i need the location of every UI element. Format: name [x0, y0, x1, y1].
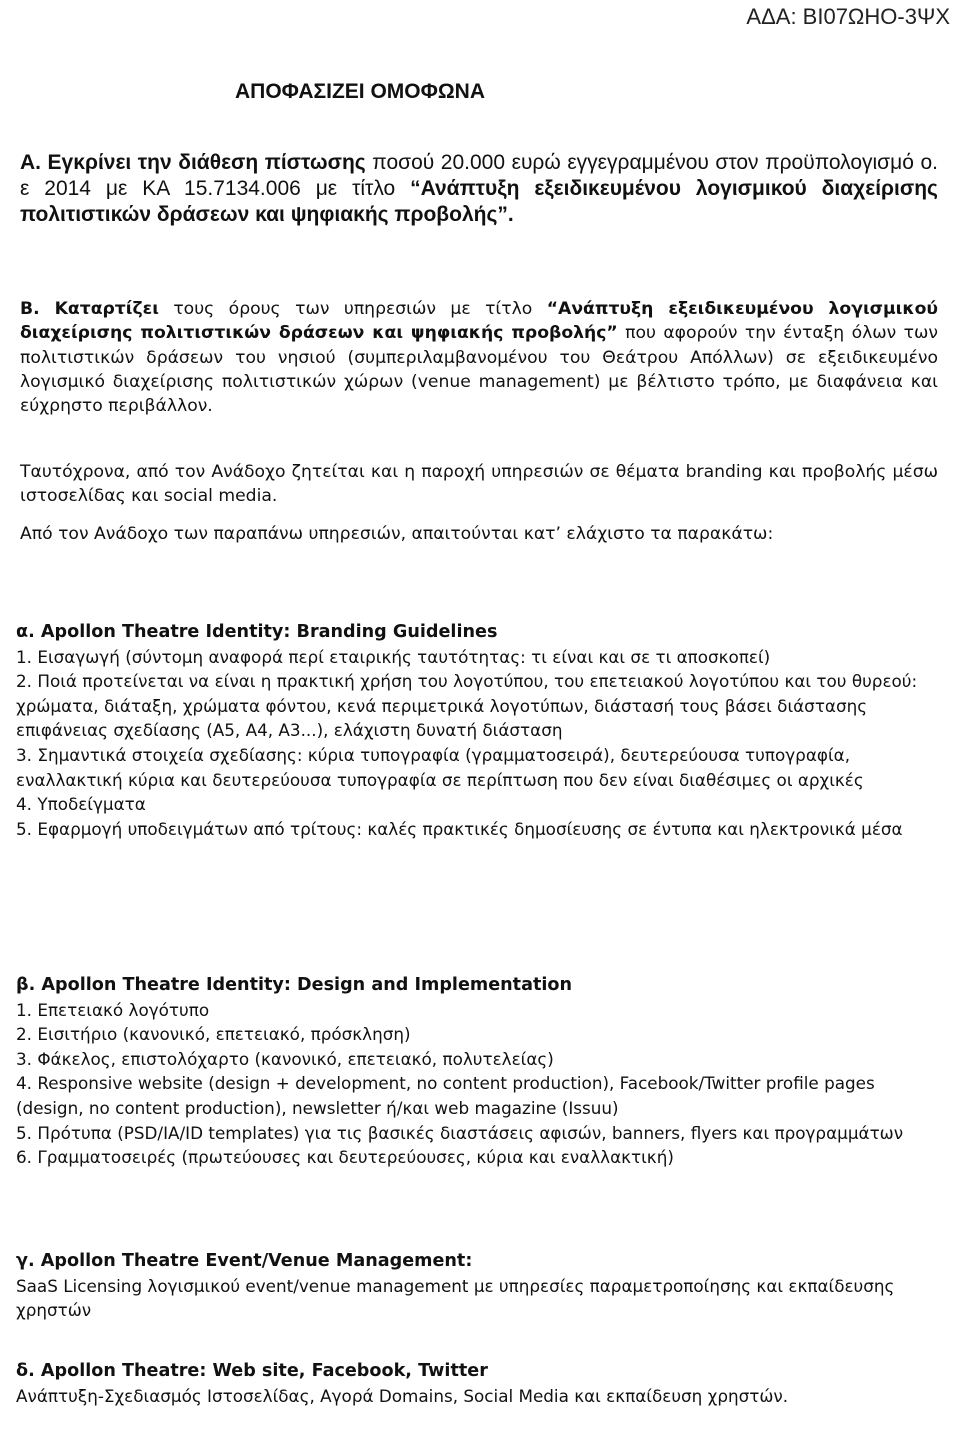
section-b [16, 973, 946, 1170]
list-item: 5. Εφαρμογή υποδειγμάτων από τρίτους: καλές πρακτικές δημοσίευσης σε έντυπα και ηλεκτρονικά μέσα [16, 818, 903, 839]
list-item: 5. Πρότυπα (PSD/IA/ID templates) για τις βασικές διαστάσεις αφισών, banners, flyers και προγραμμάτων [16, 1122, 904, 1143]
section-g [16, 1249, 946, 1323]
section-a [16, 620, 946, 841]
section-d-text: Ανάπτυξη-Σχεδιασμός Ιστοσελίδας, Αγορά Domains, Social Media και εκπαίδευση χρηστών. [16, 1385, 789, 1406]
list-item: 1. Εισαγωγή (σύντομη αναφορά περί εταιρικής ταυτότητας: τι είναι και σε τι αποσκοπεί) [16, 646, 771, 667]
decision-b-text2: που αφορούν την ένταξη όλων των πολιτιστικών δράσεων του νησιού (συμπεριλαμβανομένου του Θεάτρου Απόλλων) σε εξειδικευμένο λογισμικό διαχείρισης πολιτιστικών χώρων (venue management) με βέλτιστο τρόπο, με διαφάνεια και εύχρηστο περιβάλλον. [20, 323, 938, 417]
list-item: 1. Επετειακό λογότυπο [16, 999, 210, 1020]
requirements-paragraph: Από τον Ανάδοχο των παραπάνω υπηρεσιών, απαιτούνται κατ’ ελάχιστο τα παρακάτω: [20, 524, 774, 544]
section-g-text: SaaS Licensing λογισμικού event/venue management με υπηρεσίες παραμετροποίησης και εκπαίδευσης χρηστών [16, 1275, 895, 1321]
list-item: 2. Ποιά προτείνεται να είναι η πρακτική χρήση του λογοτύπου, του επετειακού λογοτύπου και του θυρεού: χρώματα, διάταξη, χρώματα φόντου, κενά περιμετρικά λογοτύπων, διάστασή τους βάσει διάστασης επιφάνειας σχεδίασης (Α5, Α4, Α3...), ελάχιστη δυνατή διάσταση [16, 671, 918, 741]
section-d-heading: δ. Apollon Theatre: Web site, Facebook, Twitter [16, 1361, 488, 1381]
page-title: ΑΠΟΦΑΣΙΖΕΙ ΟΜΟΦΩΝΑ [235, 80, 486, 103]
decision-b-text1: τους όρους των υπηρεσιών με τίτλο [158, 299, 547, 319]
decision-a [20, 150, 938, 228]
decision-a-project: “Ανάπτυξη εξειδικευμένου λογισμικού διαχείρισης πολιτιστικών δράσεων και ψηφιακής προβολής”. [20, 177, 938, 226]
list-item: 3. Φάκελος, επιστολόχαρτο (κανονικό, επετειακό, πολυτελείας) [16, 1048, 554, 1069]
decision-b-project: “Ανάπτυξη εξειδικευμένου λογισμικού διαχείρισης πολιτιστικών δράσεων και ψηφιακής προβολής” [20, 299, 938, 344]
list-item: 4. Υποδείγματα [16, 794, 146, 815]
list-item: 4. Responsive website (design + development, no content production), Facebook/Twitter profile pages (design, no content production), newsletter ή/και web magazine (Issuu) [16, 1073, 875, 1118]
list-item: 3. Σημαντικά στοιχεία σχεδίασης: κύρια τυπογραφία (γραμματοσειρά), δευτερεύουσα τυπογραφία, εναλλακτική κύρια και δευτερεύουσα τυπογραφία σε περίπτωση που δεν είναι διαθέσιμες οι αρχικές [16, 744, 864, 790]
decision-a-text: ποσού 20.000 ευρώ εγγεγραμμένου στον προϋπολογισμό ο. ε 2014 με ΚΑ 15.7134.006 με τίτλο [20, 151, 938, 200]
section-a-heading: α. Apollon Theatre Identity: Branding Guidelines [16, 622, 498, 642]
list-item: 2. Εισιτήριο (κανονικό, επετειακό, πρόσκληση) [16, 1024, 411, 1045]
section-g-heading: γ. Apollon Theatre Event/Venue Management: [16, 1251, 473, 1271]
decision-a-label: Α. Εγκρίνει την διάθεση πίστωσης [20, 151, 366, 174]
section-b-heading: β. Apollon Theatre Identity: Design and Implementation [16, 975, 573, 995]
list-item: 6. Γραμματοσειρές (πρωτεύουσες και δευτερεύουσες, κύρια και εναλλακτική) [16, 1147, 674, 1168]
ada-code: ΑΔΑ: ΒΙ07ΩΗΟ-3ΨΧ [746, 4, 950, 29]
section-d [16, 1359, 946, 1408]
branding-paragraph: Ταυτόχρονα, από τον Ανάδοχο ζητείται και η παροχή υπηρεσιών σε θέματα branding και προβολής μέσω ιστοσελίδας και social media. [20, 462, 938, 507]
decision-b [20, 297, 938, 418]
decision-b-label: Β. Καταρτίζει [20, 299, 159, 319]
